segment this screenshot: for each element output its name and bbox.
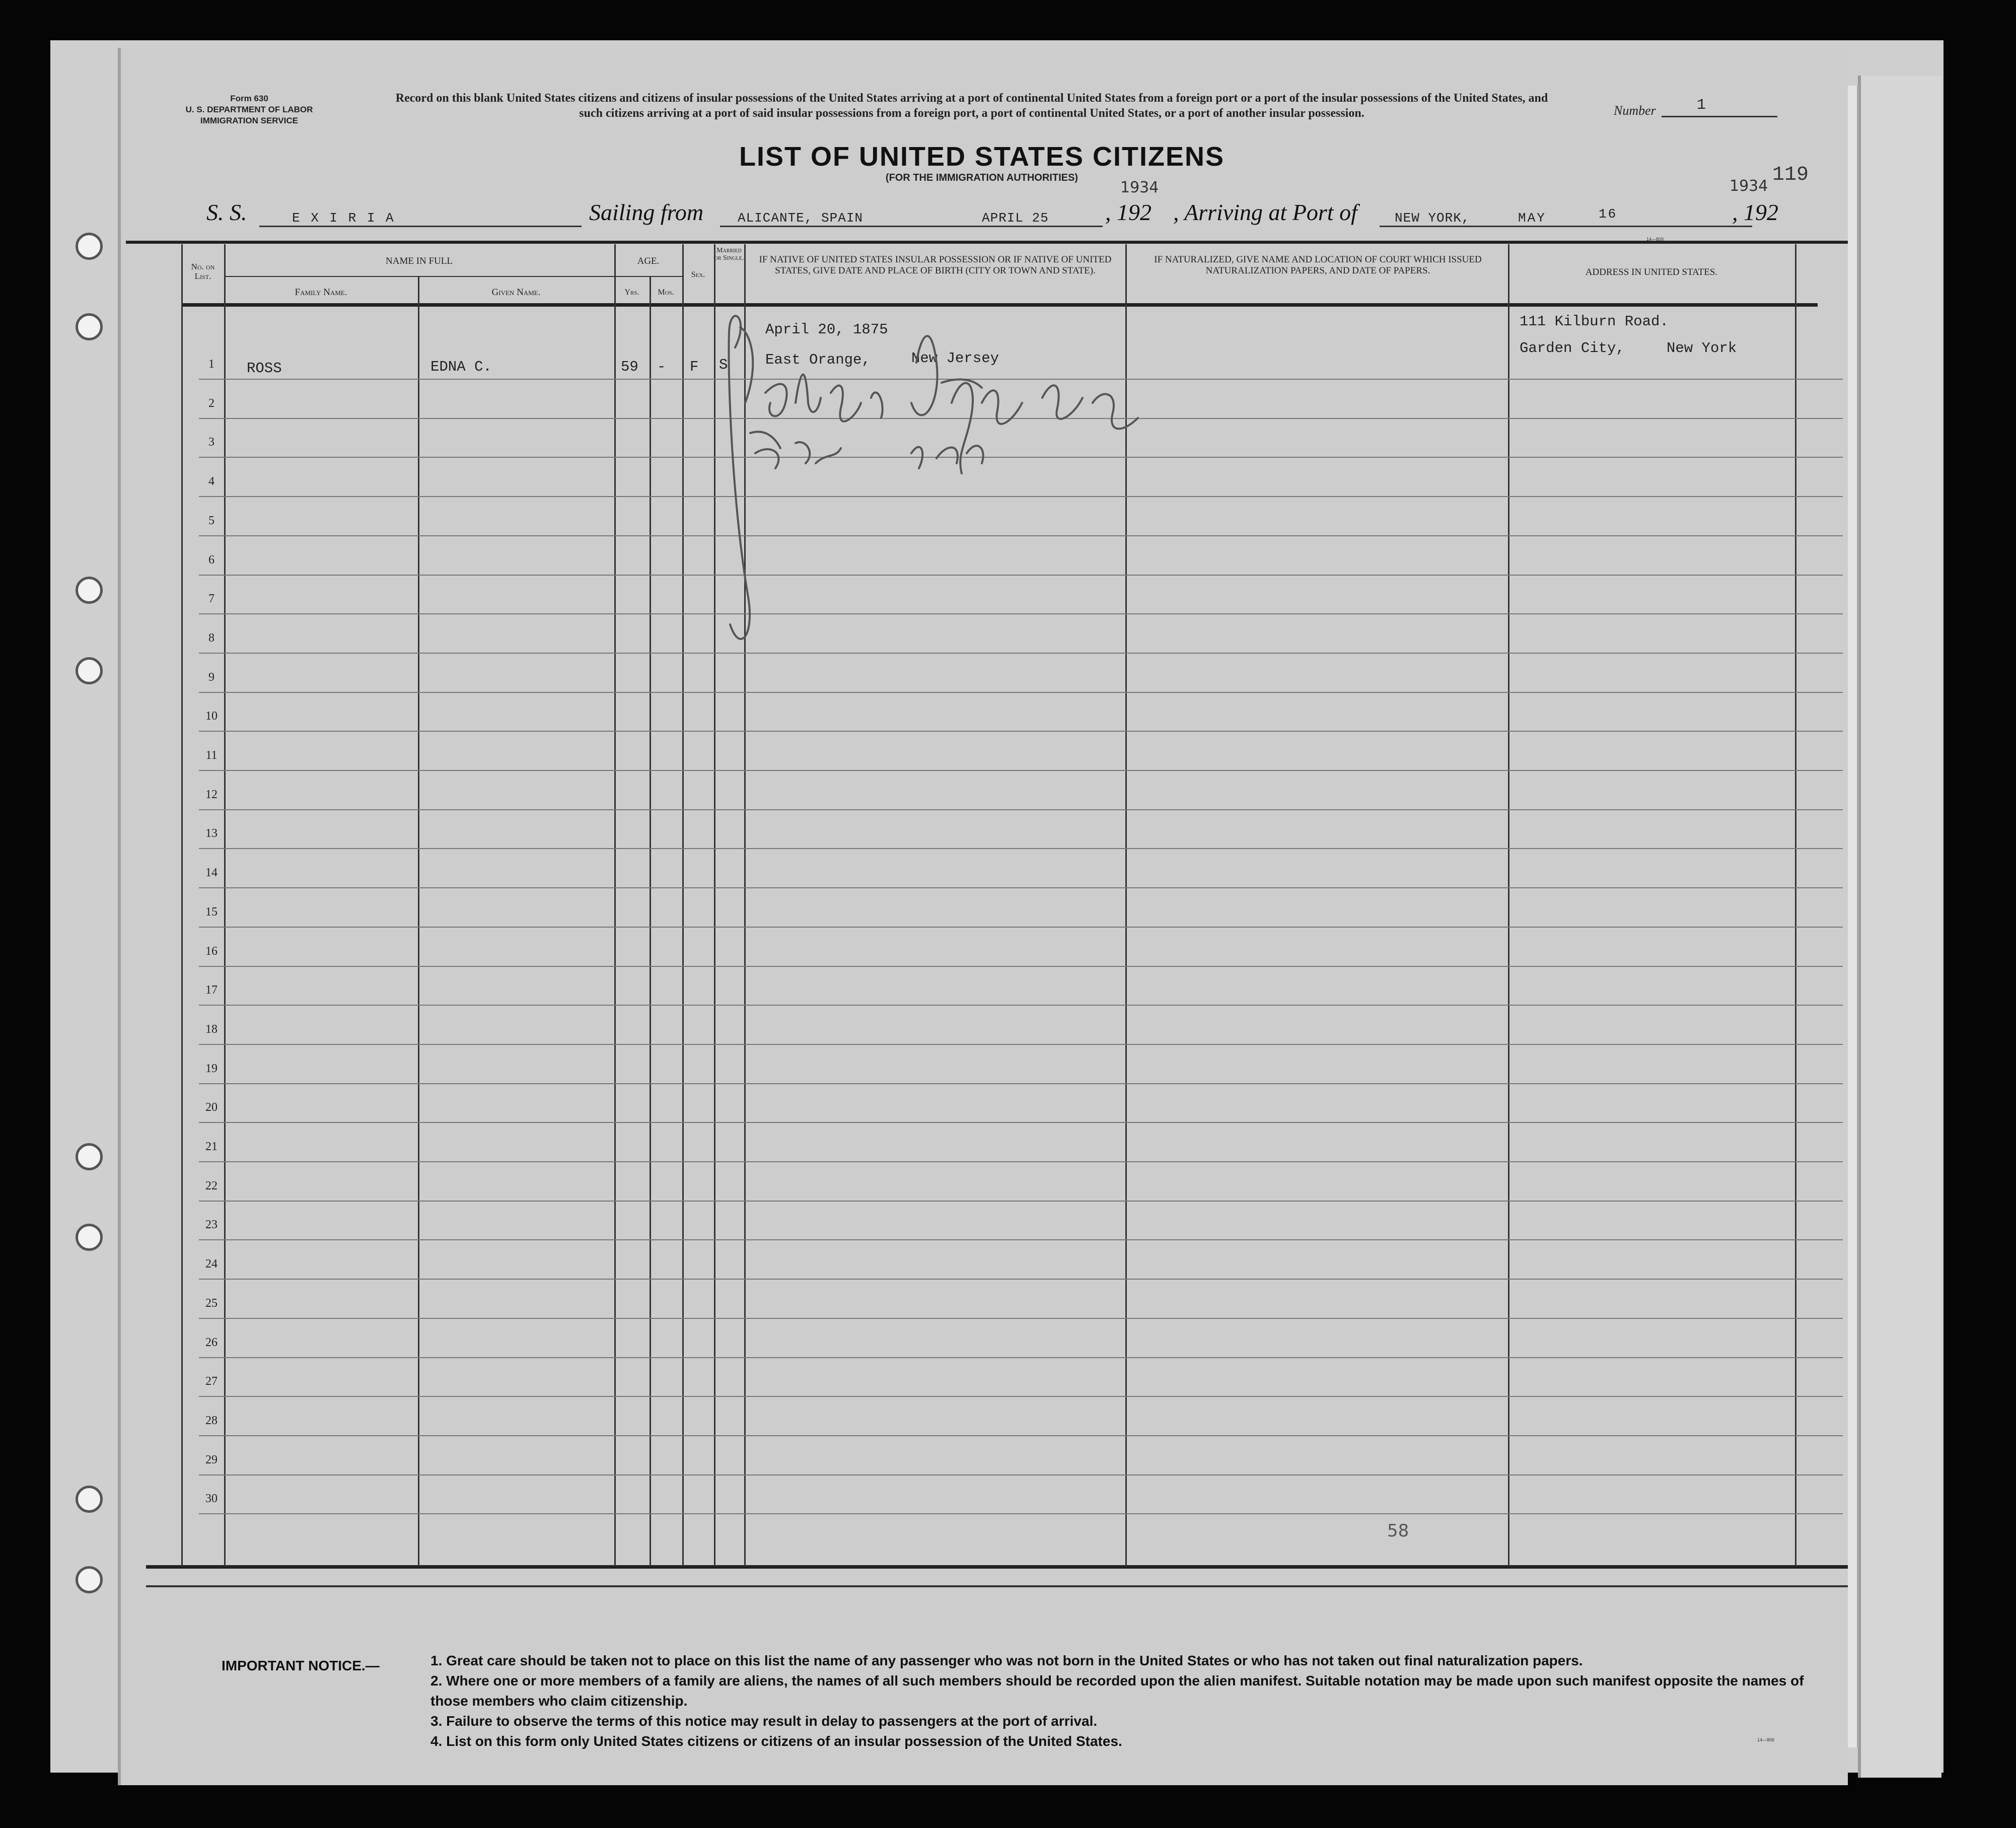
row-number: 19 bbox=[205, 1062, 218, 1075]
entry-marital: S bbox=[719, 357, 728, 373]
row-number: 11 bbox=[205, 749, 218, 762]
table-row bbox=[199, 1396, 1843, 1397]
table-row bbox=[199, 1122, 1843, 1123]
footer-mark: 14—806 bbox=[1757, 1737, 1775, 1742]
col-line bbox=[650, 277, 651, 1566]
row-number: 25 bbox=[205, 1296, 218, 1310]
service-name: IMMIGRATION SERVICE bbox=[200, 116, 298, 125]
col-line bbox=[1508, 244, 1509, 1566]
sailing-date: APRIL 25 bbox=[982, 210, 1049, 226]
notice-item-3: 3. Failure to observe the terms of this notice may result in delay to passengers at the port of arrival. bbox=[430, 1713, 1098, 1729]
arrival-year-handwritten: 1934 bbox=[1730, 177, 1768, 195]
row-number: 10 bbox=[205, 710, 218, 723]
page-number: 119 bbox=[1772, 164, 1809, 186]
table-row bbox=[199, 1201, 1843, 1202]
table-row bbox=[199, 809, 1843, 810]
notice-item-2: 2. Where one or more members of a family are aliens, the names of all such members should be recorded upon the alien manifest. Suitable notation may be made upon such manifest opposite the names of those members who claim citizenship. bbox=[430, 1673, 1804, 1709]
row-number: 15 bbox=[205, 905, 218, 919]
col-line bbox=[682, 244, 684, 1566]
table-row bbox=[199, 1005, 1843, 1006]
arrival-underline bbox=[1380, 226, 1752, 227]
row-number: 23 bbox=[205, 1218, 218, 1232]
row-number: 26 bbox=[205, 1335, 218, 1349]
table-row bbox=[199, 1044, 1843, 1045]
ship-name: E X I R I A bbox=[292, 210, 395, 226]
ship-underline bbox=[259, 226, 582, 227]
table-row bbox=[199, 927, 1843, 928]
name-subheader-line bbox=[224, 276, 614, 277]
ss-label: S. S. bbox=[206, 199, 247, 225]
row-number: 30 bbox=[205, 1492, 218, 1506]
row-number: 28 bbox=[205, 1414, 218, 1427]
row-number: 8 bbox=[208, 631, 214, 645]
row-number: 6 bbox=[208, 553, 214, 567]
table-row bbox=[199, 848, 1843, 849]
row-number: 13 bbox=[205, 827, 218, 840]
number-underline bbox=[1662, 116, 1777, 117]
table-row bbox=[199, 1513, 1843, 1514]
entry-age-yrs: 59 bbox=[621, 359, 638, 375]
printer-mark: 14—809 bbox=[1646, 237, 1664, 242]
table-top-border bbox=[126, 241, 1848, 244]
arrival-month: MAY bbox=[1518, 210, 1546, 226]
row-number: 27 bbox=[205, 1375, 218, 1388]
row-number: 7 bbox=[208, 592, 214, 606]
sailing-port: ALICANTE, SPAIN bbox=[738, 210, 863, 226]
entry-address-city: Garden City, bbox=[1520, 340, 1625, 357]
arriving-label: , Arriving at Port of bbox=[1173, 199, 1357, 225]
table-row bbox=[199, 1435, 1843, 1436]
binder-hole-icon bbox=[76, 1224, 103, 1251]
number-value: 1 bbox=[1697, 97, 1706, 114]
col-line bbox=[418, 277, 419, 1566]
header-native: IF NATIVE OF UNITED STATES INSULAR POSSESSION OR IF NATIVE OF UNITED STATES, GIVE DATE AND PLACE OF BIRTH (CITY OR TOWN AND STATE). bbox=[759, 254, 1112, 276]
row-number: 22 bbox=[205, 1179, 218, 1192]
entry-given-name: EDNA C. bbox=[430, 359, 492, 375]
entry-birth-date: April 20, 1875 bbox=[765, 321, 888, 338]
form-identifier bbox=[166, 93, 332, 126]
header-family-name: Family Name. bbox=[295, 287, 347, 298]
table-row bbox=[199, 1357, 1843, 1358]
header-married-or-single: Married or Single. bbox=[714, 247, 744, 262]
row-number: 17 bbox=[205, 983, 218, 997]
table-row bbox=[199, 770, 1843, 771]
arrival-port: NEW YORK, bbox=[1395, 210, 1470, 226]
row-number: 16 bbox=[205, 944, 218, 958]
official-signature-icon bbox=[720, 302, 1153, 695]
stamp-number: 58 bbox=[1387, 1521, 1409, 1541]
header-sex: Sex. bbox=[691, 270, 705, 279]
binder-hole-icon bbox=[76, 1143, 103, 1170]
row-number: 18 bbox=[205, 1022, 218, 1036]
notice-item-1: 1. Great care should be taken not to place on this list the name of any passenger who was not born in the United States or who has not taken out final naturalization papers. bbox=[430, 1653, 1583, 1668]
table-bottom-rule bbox=[146, 1585, 1848, 1587]
col-line bbox=[714, 244, 715, 1566]
entry-sex: F bbox=[690, 359, 699, 375]
table-row bbox=[199, 887, 1843, 888]
sailing-label: Sailing from bbox=[589, 199, 704, 225]
binder-hole-icon bbox=[76, 577, 103, 604]
page-title: LIST OF UNITED STATES CITIZENS bbox=[739, 142, 1225, 172]
col-line bbox=[181, 244, 183, 1566]
sailing-year-handwritten: 1934 bbox=[1120, 179, 1159, 196]
row-number: 24 bbox=[205, 1257, 218, 1271]
header-age-yrs: Yrs. bbox=[624, 288, 639, 297]
comma-separator: , bbox=[1732, 199, 1744, 225]
row-number: 20 bbox=[205, 1101, 218, 1114]
number-label: Number bbox=[1614, 103, 1656, 118]
col-line bbox=[1795, 244, 1796, 1566]
row-number: 3 bbox=[208, 436, 214, 449]
arrival-day: 16 bbox=[1599, 206, 1618, 222]
entry-address-line1: 111 Kilburn Road. bbox=[1520, 313, 1669, 330]
header-given-name: Given Name. bbox=[491, 287, 541, 298]
table-row bbox=[199, 966, 1843, 967]
page-subtitle: (FOR THE IMMIGRATION AUTHORITIES) bbox=[885, 172, 1078, 183]
sailing-date-underline bbox=[947, 226, 1103, 227]
row-number: 4 bbox=[208, 475, 214, 488]
record-instructions: Record on this blank United States citizens and citizens of insular possessions of the United States arriving at a port of continental United States from a foreign port or a port of the insular possessions of the United States, and such citizens arriving at a port of said insular possessions from a foreign port, a port of continental United States, or a port of another insular possession. bbox=[395, 92, 1548, 120]
sailing-year-label bbox=[1105, 199, 1151, 226]
table-row bbox=[199, 1279, 1843, 1280]
row-number: 5 bbox=[208, 514, 214, 527]
table-row bbox=[199, 1318, 1843, 1319]
notice-item-4: 4. List on this form only United States citizens or citizens of an insular possession of the United States. bbox=[430, 1733, 1122, 1749]
header-address: ADDRESS IN UNITED STATES. bbox=[1585, 267, 1718, 277]
row-number: 29 bbox=[205, 1453, 218, 1466]
row-number: 9 bbox=[208, 670, 214, 684]
arrival-year-label bbox=[1732, 199, 1778, 226]
binder-hole-icon bbox=[76, 233, 103, 260]
table-row bbox=[199, 1161, 1843, 1162]
row-number: 12 bbox=[205, 788, 218, 801]
department-name: U. S. DEPARTMENT OF LABOR bbox=[185, 105, 313, 114]
col-line bbox=[224, 244, 226, 1566]
header-no-on-list: No. on List. bbox=[191, 262, 215, 281]
notice-heading: IMPORTANT NOTICE.— bbox=[222, 1658, 380, 1673]
table-row bbox=[199, 731, 1843, 732]
entry-birth-state: New Jersey bbox=[911, 350, 999, 367]
row-number: 2 bbox=[208, 396, 214, 410]
table-row bbox=[199, 1474, 1843, 1475]
header-naturalized: IF NATURALIZED, GIVE NAME AND LOCATION OF COURT WHICH ISSUED NATURALIZATION PAPERS, AND DATE OF PAPERS. bbox=[1154, 254, 1482, 276]
binder-hole-icon bbox=[76, 1486, 103, 1513]
col-line bbox=[614, 244, 616, 1566]
header-age-mos: Mos. bbox=[658, 288, 674, 297]
entry-age-mos: - bbox=[657, 359, 666, 375]
row-number: 1 bbox=[208, 358, 214, 371]
age-subheader-line bbox=[614, 276, 682, 277]
row-number: 14 bbox=[205, 866, 218, 880]
header-age: AGE. bbox=[637, 256, 660, 266]
sailing-year-printed: 192 bbox=[1117, 199, 1151, 225]
table-bottom-border bbox=[146, 1565, 1848, 1569]
arrival-year-printed: 192 bbox=[1744, 199, 1778, 225]
entry-address-state: New York bbox=[1667, 340, 1737, 357]
binder-hole-icon bbox=[76, 657, 103, 684]
entry-family-name: ROSS bbox=[247, 360, 282, 377]
table-row bbox=[199, 1083, 1843, 1084]
table-row bbox=[199, 1239, 1843, 1240]
binder-hole-icon bbox=[76, 1566, 103, 1593]
binder-hole-icon bbox=[76, 313, 103, 340]
header-name-in-full: NAME IN FULL bbox=[386, 256, 453, 266]
entry-birth-city: East Orange, bbox=[765, 351, 871, 368]
row-number: 21 bbox=[205, 1140, 218, 1153]
sheet-edge bbox=[1858, 76, 1941, 1778]
form-number: Form 630 bbox=[230, 94, 268, 103]
comma-separator: , bbox=[1105, 199, 1117, 225]
